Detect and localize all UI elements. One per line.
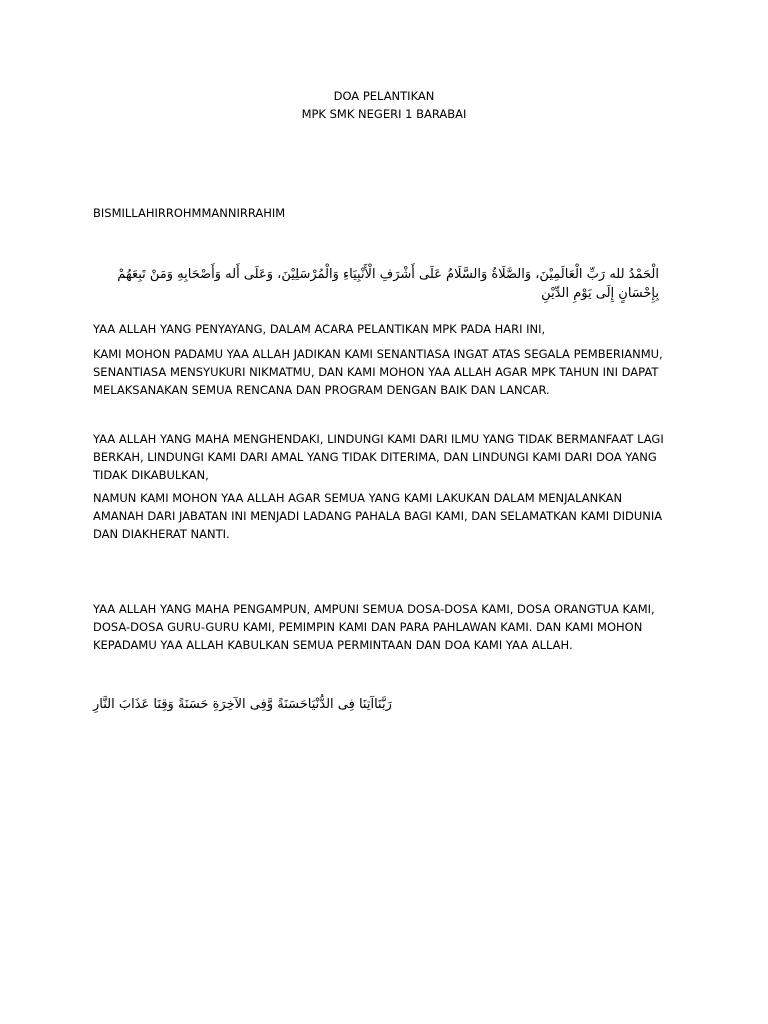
prayer-paragraph-3: YAA ALLAH YANG MAHA MENGHENDAKI, LINDUNGI KAMI DARI ILMU YANG TIDAK BERMANFAAT LAGI BERKAH, LINDUNGI KAMI DARI AMAL YANG TIDAK DITERIMA, DAN LINDUNGI KAMI DARI DOA YANG TIDAK DIKABULKAN,: [93, 432, 664, 482]
prayer-paragraph-4: NAMUN KAMI MOHON YAA ALLAH AGAR SEMUA YANG KAMI LAKUKAN DALAM MENJALANKAN AMANAH DARI JABATAN INI MENJADI LADANG PAHALA BAGI KAMI, DAN SELAMATKAN KAMI DIDUNIA DAN DIAKHERAT NANTI.: [93, 491, 663, 541]
arabic-closing-prayer: رَبَّنَاآتِنَا فِى الدُّنْيَاحَسَنَةً وَّفِى الآخِرَةِ حَسَنَةً وَقِنَا عَذَابَ النَّارِ: [93, 697, 392, 712]
document-subtitle: MPK SMK NEGERI 1 BARABAI: [301, 107, 467, 121]
arabic-opening-prayer: الْحَمْدُ لله رَبِّ الْعَالَمِيْنَ، وَالصَّلَاةُ وَالسَّلَامُ عَلَى أَشْرَفِ الْأَنْبِيَاءِ وَالْمُرْسَلِيْنَ، وَعَلَى أَله وَأَصْحَابِهِ وَمَنْ تَبِعَهُمْ بِإِحْسَانٍ إِلَى يَوْمِ الدِّيْنِ: [117, 267, 659, 301]
bismillah-line: BISMILLAHIRROHMMANNIRRAHIM: [93, 206, 286, 220]
prayer-paragraph-1: YAA ALLAH YANG PENYAYANG, DALAM ACARA PELANTIKAN MPK PADA HARI INI,: [93, 322, 546, 336]
prayer-paragraph-2: KAMI MOHON PADAMU YAA ALLAH JADIKAN KAMI SENANTIASA INGAT ATAS SEGALA PEMBERIANMU, SENANTIASA MENSYUKURI NIKMATMU, DAN KAMI MOHON YAA ALLAH AGAR MPK TAHUN INI DAPAT MELAKSANAKAN SEMUA RENCANA DAN PROGRAM DENGAN BAIK DAN LANCAR.: [93, 347, 663, 397]
prayer-paragraph-5: YAA ALLAH YANG MAHA PENGAMPUN, AMPUNI SEMUA DOSA-DOSA KAMI, DOSA ORANGTUA KAMI, DOSA-DOSA GURU-GURU KAMI, PEMIMPIN KAMI DAN PARA PAHLAWAN KAMI. DAN KAMI MOHON KEPADAMU YAA ALLAH KABULKAN SEMUA PERMINTAAN DAN DOA KAMI YAA ALLAH.: [93, 602, 655, 652]
document-title: DOA PELANTIKAN: [333, 89, 435, 103]
